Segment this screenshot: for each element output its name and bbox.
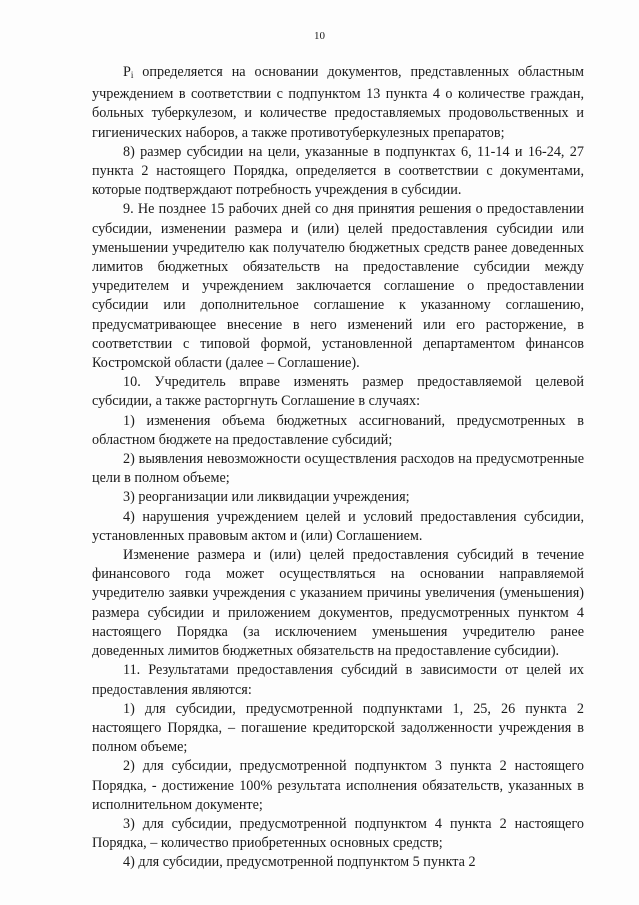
paragraph-section-9: 9. Не позднее 15 рабочих дней со дня принятия решения о предоставлении субсидии, изменении размера и (или) целей предоставления субсидии или уменьшении учредителю как получателю бюджетных средств ранее доведенных лимитов бюджетных обязательств на предоставление субсидии между учредителем и учреждением заключается соглашение о предоставлении субсидии или дополнительное соглашение к указанному соглашению, предусматривающее внесение в него изменений или его расторжение, в соответствии с типовой формой, установленной департаментом финансов Костромской области (далее – Соглашение).: [92, 201, 584, 372]
paragraph-section-11-item-2: 2) для субсидии, предусмотренной подпунктом 3 пункта 2 настоящего Порядка, - достижение 100% результата исполнения обязательств, указанных в исполнительном документе;: [92, 758, 584, 813]
paragraph-item-8: 8) размер субсидии на цели, указанные в подпунктах 6, 11-14 и 16-24, 27 пункта 2 настоящего Порядка, определяется в соответствии с документами, которые подтверждают потребность учреждения в субсидии.: [92, 143, 584, 199]
paragraph-pi-definition: [92, 63, 584, 143]
paragraph-section-10: 10. Учредитель вправе изменять размер предоставляемой целевой субсидии, а также расторгнуть Соглашение в случаях:: [92, 374, 584, 410]
variable-p: P: [123, 64, 131, 80]
variable-subscript-i: i: [130, 70, 134, 80]
paragraph-subsidy-change: Изменение размера и (или) целей предоставления субсидий в течение финансового года может осуществляться на основании направляемой учредителю заявки учреждения с указанием причины увеличения (уменьшения) размера субсидии и приложением документов, предусмотренных пунктом 4 настоящего Порядка (за исключением уменьшения учредителю ранее доведенных лимитов бюджетных обязательств на предоставление субсидии).: [92, 547, 584, 660]
page-number: 10: [314, 30, 325, 42]
paragraph-section-11-item-1: 1) для субсидии, предусмотренной подпунктами 1, 25, 26 пункта 2 настоящего Порядка, – погашение кредиторской задолженности учреждения в полном объеме;: [92, 700, 584, 756]
paragraph-section-11-item-3: 3) для субсидии, предусмотренной подпунктом 4 пункта 2 настоящего Порядка, – количество приобретенных основных средств;: [92, 815, 584, 852]
paragraph-section-10-item-2: 2) выявления невозможности осуществления расходов на предусмотренные цели в полном объеме;: [92, 451, 584, 487]
paragraph-section-10-item-1: 1) изменения объема бюджетных ассигнований, предусмотренных в областном бюджете на предоставление субсидий;: [92, 412, 584, 448]
paragraph-section-10-item-3: 3) реорганизации или ликвидации учреждения;: [123, 489, 410, 506]
paragraph-section-11-item-4: 4) для субсидии, предусмотренной подпунктом 5 пункта 2: [123, 854, 476, 871]
body-text: [92, 63, 584, 873]
paragraph-section-10-item-4: 4) нарушения учреждением целей и условий предоставления субсидии, установленных правовым актом и (или) Соглашением.: [92, 508, 584, 544]
paragraph-text: определяется на основании документов, представленных областным учреждением в соответствии с подпунктом 13 пункта 4 о количестве граждан, больных туберкулезом, и количестве предоставляемых продовольственных и гигиенических наборов, а также противотуберкулезных препаратов;: [92, 64, 584, 141]
paragraph-section-11: 11. Результатами предоставления субсидий в зависимости от целей их предоставления являются:: [92, 662, 584, 698]
